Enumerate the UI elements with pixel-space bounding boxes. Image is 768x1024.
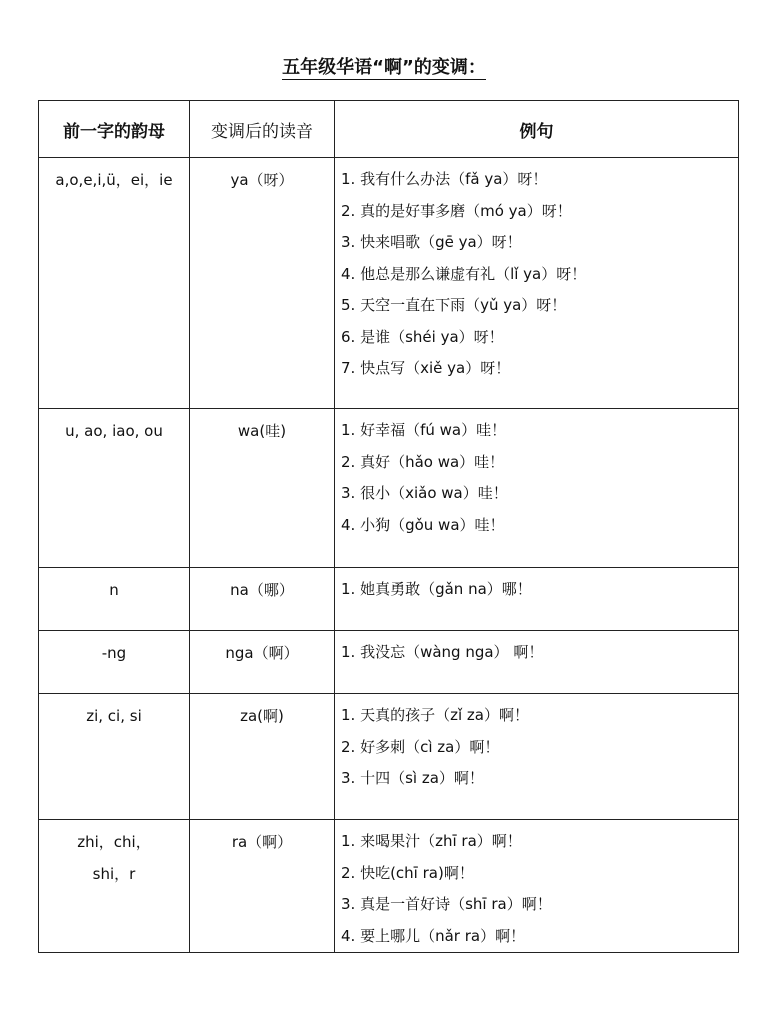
example-line: 4. 要上哪儿（nǎr ra）啊！	[341, 926, 526, 945]
final-cell: zi, ci, si	[39, 694, 190, 820]
example-line: 3. 快来唱歌（gē ya）呀！	[341, 233, 522, 251]
final-cell: -ng	[39, 631, 190, 694]
sound-cell: ya（呀）	[190, 158, 335, 409]
examples-cell	[335, 820, 739, 953]
header-row	[39, 101, 739, 158]
table-row	[39, 158, 739, 409]
header-final: 前一字的韵母	[39, 101, 190, 158]
example-line: 2. 真的是好事多磨（mó ya）呀！	[341, 201, 572, 220]
table-row	[39, 409, 739, 568]
example-line: 1. 我没忘（wàng nga） 啊！	[341, 643, 544, 661]
examples-cell	[335, 568, 739, 631]
examples-cell	[335, 694, 739, 820]
table-row	[39, 694, 739, 820]
page-title: 五年级华语“啊”的变调：	[282, 57, 486, 78]
table-row	[39, 820, 739, 953]
example-line: 1. 她真勇敢（gǎn na）哪！	[341, 580, 532, 598]
final-cell: a,o,e,i,ü，ei，ie	[39, 158, 190, 409]
example-line: 6. 是谁（shéi ya）呀！	[341, 327, 504, 346]
example-line: 1. 来喝果汁（zhī ra）啊！	[341, 832, 522, 850]
table-row	[39, 568, 739, 631]
example-line: 2. 好多刺（cì za）啊！	[341, 737, 500, 756]
example-line: 1. 好幸福（fú wa）哇！	[341, 421, 507, 439]
final-line: zhi，chi，	[77, 833, 151, 851]
final-cell: u, ao, iao, ou	[39, 409, 190, 568]
header-sound: 变调后的读音	[190, 101, 335, 158]
example-line: 1. 天真的孩子（zǐ za）啊！	[341, 706, 529, 724]
example-line: 2. 真好（hǎo wa）哇！	[341, 452, 505, 471]
tone-change-table	[38, 100, 739, 953]
example-line: 1. 我有什么办法（fǎ ya）呀！	[341, 170, 548, 188]
example-line: 2. 快吃(chī ra)啊！	[341, 863, 474, 882]
sound-cell: ra（啊）	[190, 820, 335, 953]
example-line: 4. 他总是那么谦虚有礼（lǐ ya）呀！	[341, 264, 587, 283]
example-line: 3. 真是一首好诗（shī ra）啊！	[341, 895, 552, 913]
example-line: 7. 快点写（xiě ya）呀！	[341, 359, 511, 377]
examples-cell	[335, 158, 739, 409]
example-line: 3. 十四（sì za）啊！	[341, 769, 484, 787]
final-cell	[39, 820, 190, 953]
table-row	[39, 631, 739, 694]
sound-cell: za(啊)	[190, 694, 335, 820]
examples-cell	[335, 409, 739, 568]
example-line: 3. 很小（xiǎo wa）哇！	[341, 484, 508, 502]
final-cell: n	[39, 568, 190, 631]
example-line: 4. 小狗（gǒu wa）哇！	[341, 515, 505, 534]
sound-cell: nga（啊）	[190, 631, 335, 694]
final-line: shi，r	[92, 865, 136, 883]
examples-cell	[335, 631, 739, 694]
sound-cell: na（哪）	[190, 568, 335, 631]
sound-cell: wa(哇)	[190, 409, 335, 568]
example-line: 5. 天空一直在下雨（yǔ ya）呀！	[341, 296, 567, 314]
header-examples: 例句	[335, 101, 739, 158]
